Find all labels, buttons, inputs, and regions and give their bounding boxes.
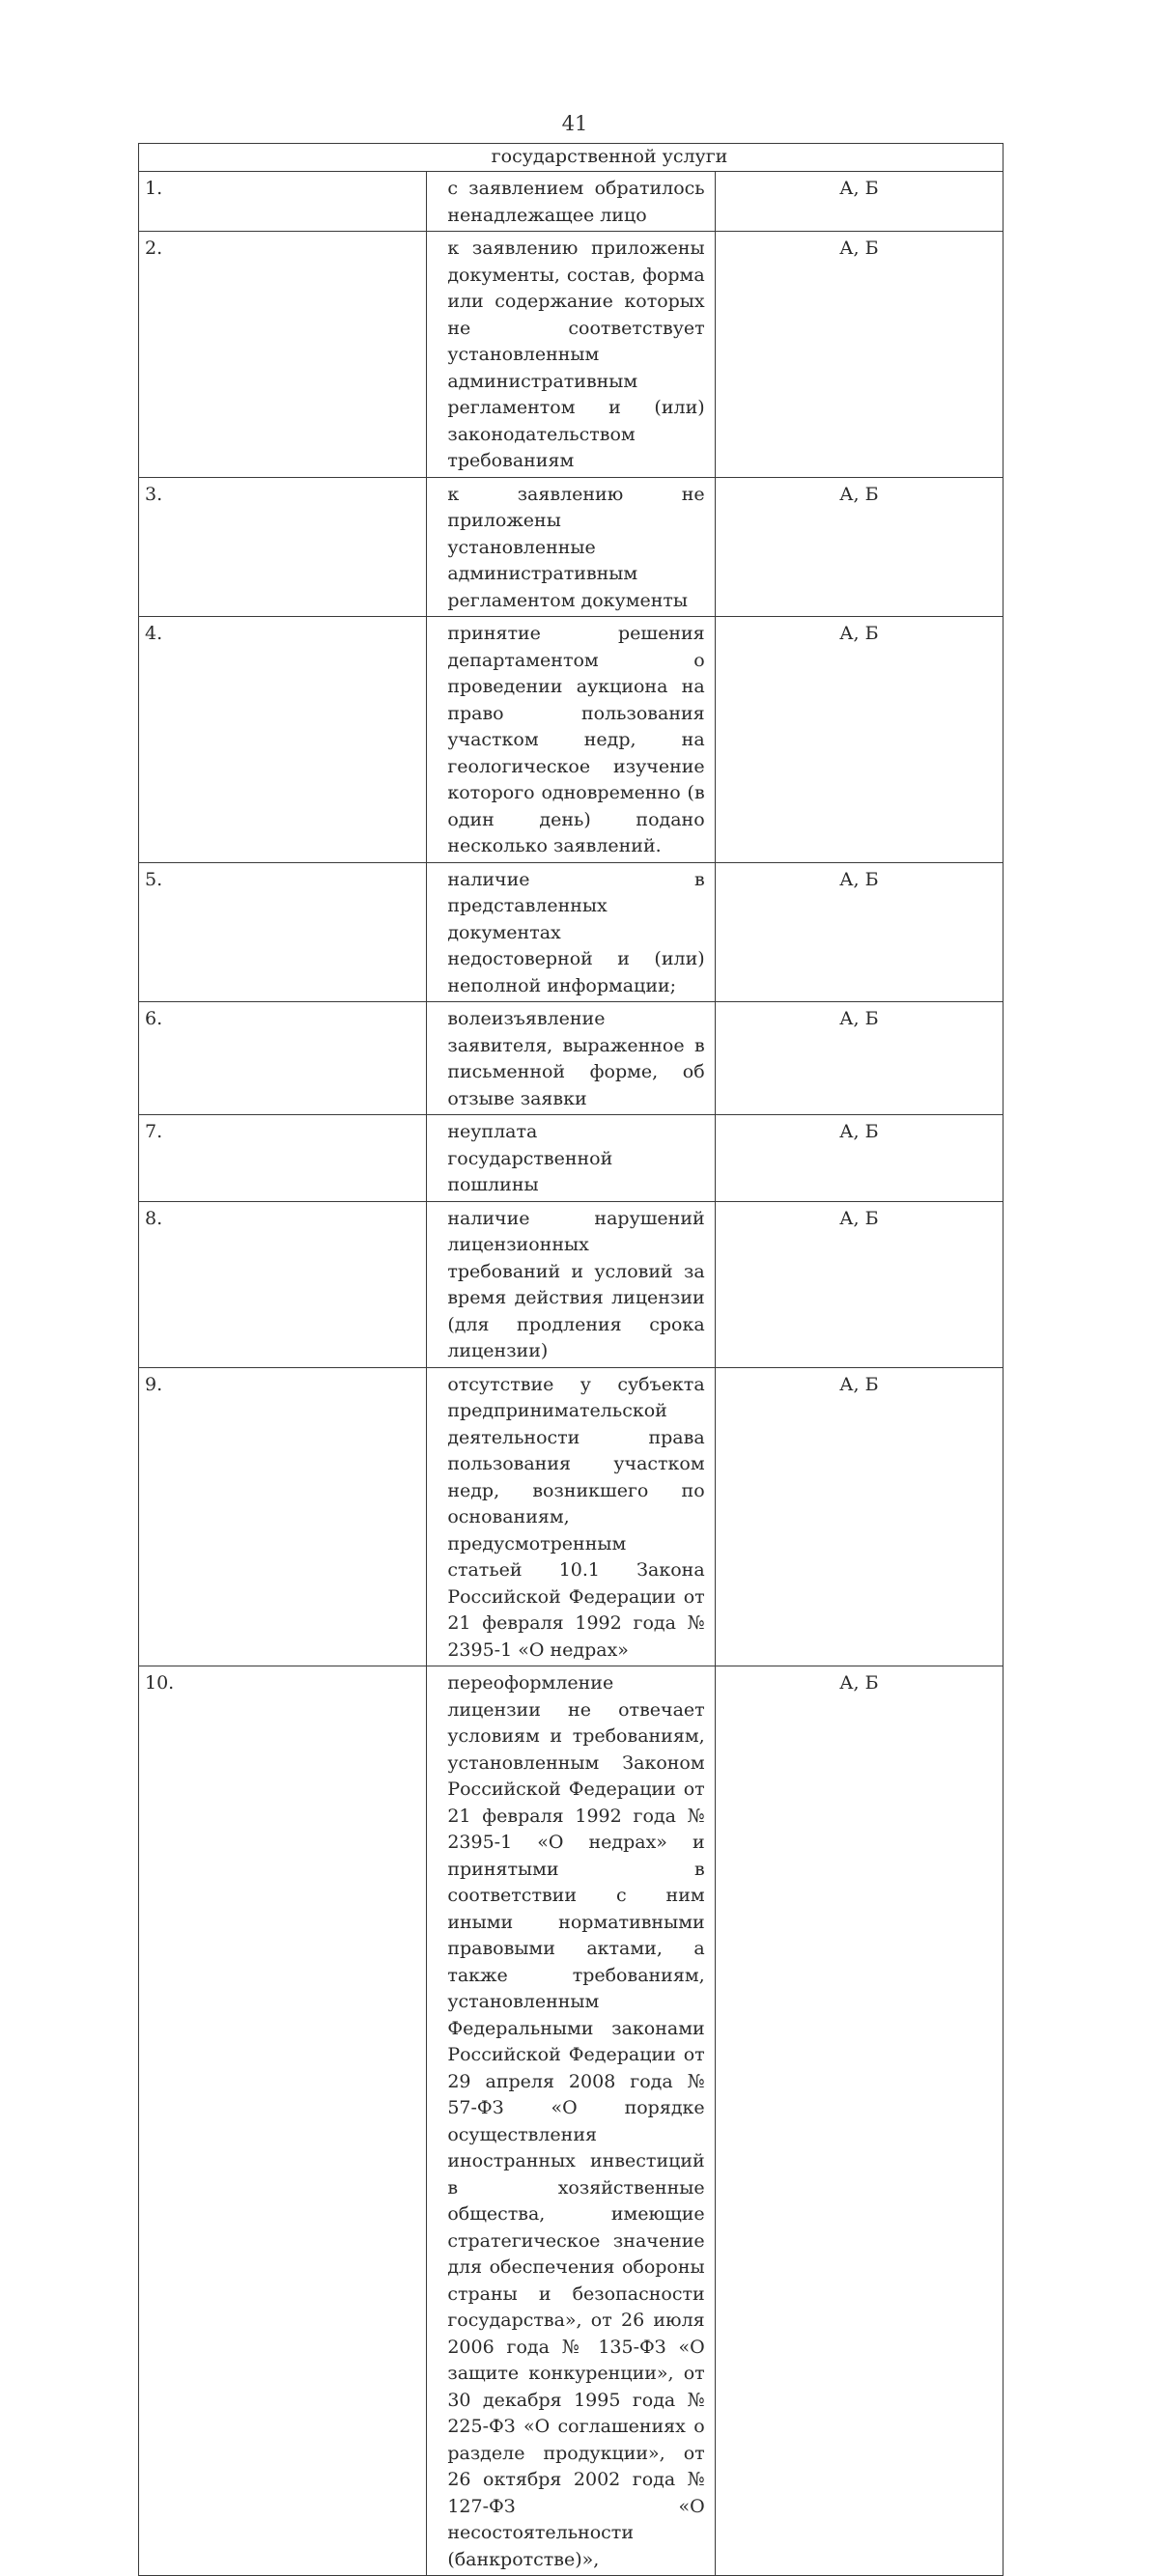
- row-number: 8.: [139, 1201, 427, 1367]
- row-text: наличие в представленных документах недостоверной и (или) неполной информации;: [427, 862, 715, 1002]
- row-text: отсутствие у субъекта предпринимательской деятельности права пользования участком недр, возникшего по основаниям, предусмотренным статьей 10.1 Закона Российской Федерации от 21 февраля 1992 года № 2395-1 «О недрах»: [427, 1367, 715, 1666]
- row-code: А, Б: [715, 862, 1003, 1002]
- row-code: А, Б: [715, 1201, 1003, 1367]
- row-code: А, Б: [715, 477, 1003, 617]
- row-number: 5.: [139, 862, 427, 1002]
- table-row: [139, 232, 1004, 478]
- row-code: А, Б: [715, 1115, 1003, 1202]
- continued-heading: государственной услуги: [139, 144, 1004, 172]
- row-text: переоформление лицензии не отвечает условиям и требованиям, установленным Законом Российской Федерации от 21 февраля 1992 года № 2395-1 «О недрах» и принятыми в соответствии с ним иными нормативными правовыми актами, а также требованиям, установленным Федеральными законами Российской Федерации от 29 апреля 2008 года № 57-ФЗ «О порядке осуществления иностранных инвестиций в хозяйственные общества, имеющие стратегическое значение для обеспечения обороны страны и безопасности государства», от 26 июля 2006 года № 135-ФЗ «О защите конкуренции», от 30 декабря 1995 года № 225-ФЗ «О соглашениях о разделе продукции», от 26 октября 2002 года № 127-ФЗ «О несостоятельности (банкротстве)»,: [427, 1666, 715, 2576]
- row-number: 1.: [139, 172, 427, 232]
- row-number: 2.: [139, 232, 427, 478]
- row-number: 7.: [139, 1115, 427, 1202]
- refusal-grounds-table: [138, 143, 1004, 2576]
- row-code: А, Б: [715, 617, 1003, 863]
- table-row: [139, 1201, 1004, 1367]
- row-code: А, Б: [715, 1367, 1003, 1666]
- row-number: 4.: [139, 617, 427, 863]
- row-code: А, Б: [715, 172, 1003, 232]
- row-text: с заявлением обратилось ненадлежащее лицо: [427, 172, 715, 232]
- row-text: наличие нарушений лицензионных требований и условий за время действия лицензии (для продления срока лицензии): [427, 1201, 715, 1367]
- table-row: [139, 617, 1004, 863]
- row-code: А, Б: [715, 1666, 1003, 2576]
- page-number: 41: [561, 112, 588, 135]
- table-heading-row: [139, 144, 1004, 172]
- table-row: [139, 172, 1004, 232]
- row-text: к заявлению приложены документы, состав, форма или содержание которых не соответствует установленным административным регламентом и (или) законодательством требованиям: [427, 232, 715, 478]
- table-row: [139, 1666, 1004, 2576]
- table-row: [139, 1002, 1004, 1115]
- row-number: 9.: [139, 1367, 427, 1666]
- row-code: А, Б: [715, 1002, 1003, 1115]
- table-row: [139, 1115, 1004, 1202]
- row-text: принятие решения департаментом о проведении аукциона на право пользования участком недр, на геологическое изучение которого одновременно (в один день) подано несколько заявлений.: [427, 617, 715, 863]
- row-text: неуплата государственной пошлины: [427, 1115, 715, 1202]
- row-text: к заявлению не приложены установленные административным регламентом документы: [427, 477, 715, 617]
- table-row: [139, 862, 1004, 1002]
- row-number: 3.: [139, 477, 427, 617]
- row-text: волеизъявление заявителя, выраженное в письменной форме, об отзыве заявки: [427, 1002, 715, 1115]
- row-code: А, Б: [715, 232, 1003, 478]
- row-number: 10.: [139, 1666, 427, 2576]
- table-row: [139, 477, 1004, 617]
- row-number: 6.: [139, 1002, 427, 1115]
- table-row: [139, 1367, 1004, 1666]
